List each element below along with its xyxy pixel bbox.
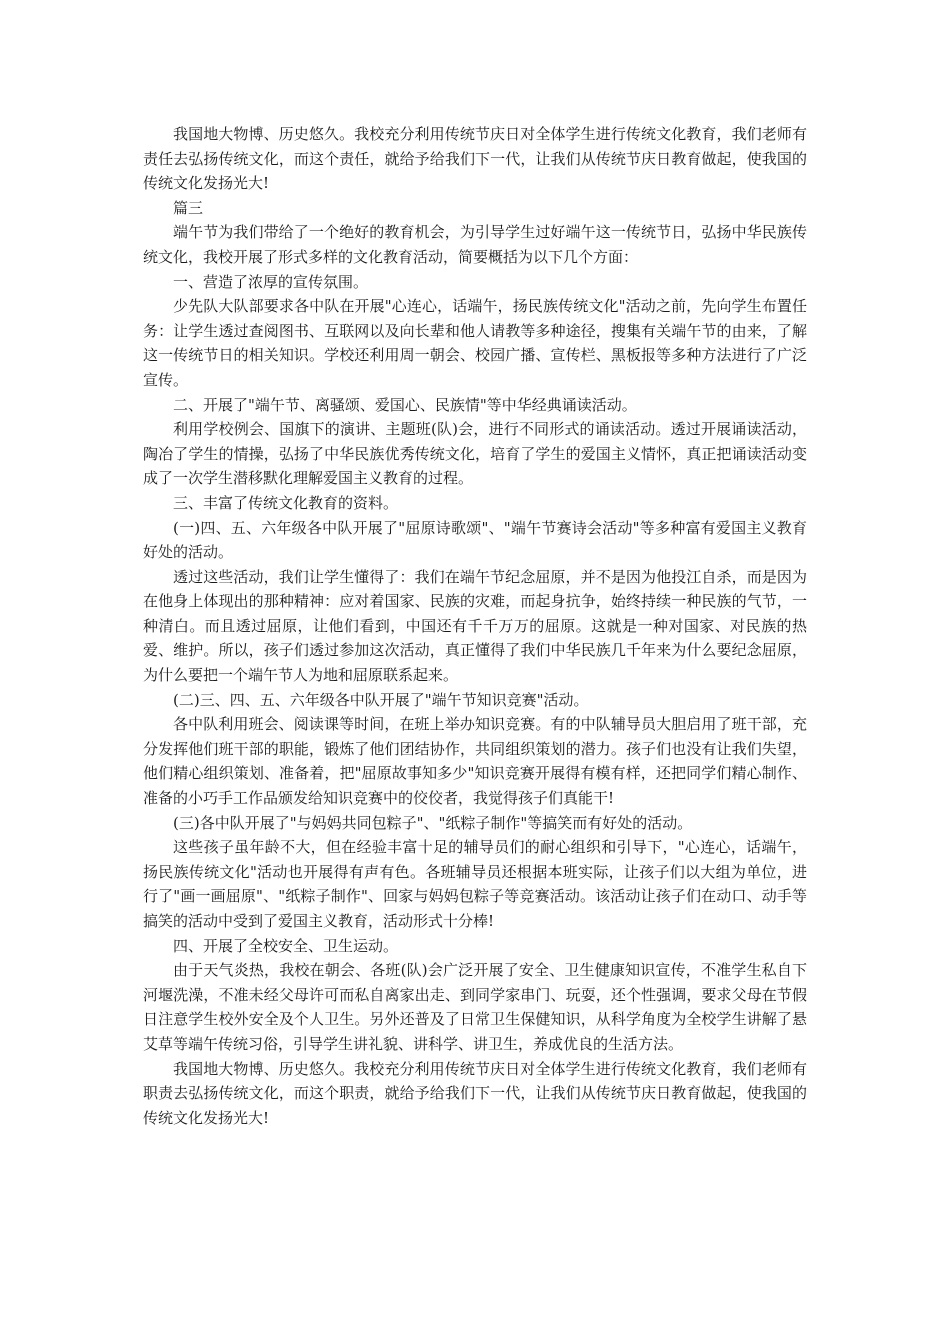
paragraph-conclusion: 我国地大物博、历史悠久。我校充分利用传统节庆日对全体学生进行传统文化教育，我们老师有职责去弘扬传统文化，而这个职责，就给予给我们下一代，让我们从传统节庆日教育做起，使我国的传统文化发扬光大! [143, 1059, 807, 1127]
paragraph-quyuan-spirit: 透过这些活动，我们让学生懂得了：我们在端午节纪念屈原，并不是因为他投江自杀，而是因为在他身上体现出的那种精神：应对着国家、民族的灾难，而起身抗争，始终持续一种民族的气节，一种清白。而且透过屈原，让他们看到，中国还有千千万万的屈原。这就是一种对国家、对民族的热爱、维护。所以，孩子们透过参加这次活动，真正懂得了我们中华民族几千年来为什么要纪念屈原，为什么要把一个端午节人为地和屈原联系起来。 [143, 567, 807, 685]
heading-four: 四、开展了全校安全、卫生运动。 [173, 936, 399, 955]
heading-two: 二、开展了"端午节、离骚颂、爱国心、民族情"等中华经典诵读活动。 [173, 395, 637, 414]
paragraph-knowledge-contest: 各中队利用班会、阅读课等时间，在班上举办知识竞赛。有的中队辅导员大胆启用了班干部，充分发挥他们班干部的职能，锻炼了他们团结协作，共同组织策划的潜力。孩子们也没有让我们失望，他们精心组织策划、准备着，把"屈原故事知多少"知识竞赛开展得有模有样，还把同学们精心制作、准备的小巧手工作品颁发给知识竞赛中的佼佼者，我觉得孩子们真能干! [143, 715, 807, 808]
sub-item-one: (一)四、五、六年级各中队开展了"屈原诗歌颂"、"端午节赛诗会活动"等多种富有爱国主义教育好处的活动。 [143, 518, 807, 562]
paragraph-opening: 端午节为我们带给了一个绝好的教育机会，为引导学生过好端午这一传统节日，弘扬中华民族传统文化，我校开展了形式多样的文化教育活动，简要概括为以下几个方面： [143, 223, 807, 266]
paragraph-zongzi-activity: 这些孩子虽年龄不大，但在经验丰富十足的辅导员们的耐心组织和引导下，"心连心，话端午，扬民族传统文化"活动也开展得有声有色。各班辅导员还根据本班实际，让孩子们以大组为单位，进行了"画一画屈原"、"纸粽子制作"、回家与妈妈包粽子等竞赛活动。该活动让孩子们在动口、动手等搞笑的活动中受到了爱国主义教育，活动形式十分棒! [143, 838, 807, 930]
paragraph-intro: 我国地大物博、历史悠久。我校充分利用传统节庆日对全体学生进行传统文化教育，我们老师有责任去弘扬传统文化，而这个责任，就给予给我们下一代，让我们从传统节庆日教育做起，使我国的传统文化发扬光大! [143, 125, 807, 193]
document-page [143, 122, 807, 1130]
paragraph-publicity: 少先队大队部要求各中队在开展"心连心，话端午，扬民族传统文化"活动之前，先向学生布置任务：让学生透过查阅图书、互联网以及向长辈和他人请教等多种途径，搜集有关端午节的由来，了解这一传统节日的相关知识。学校还利用周一朝会、校园广播、宣传栏、黑板报等多种方法进行了广泛宣传。 [143, 297, 807, 389]
sub-item-three: (三)各中队开展了"与妈妈共同包粽子"、"纸粽子制作"等搞笑而有好处的活动。 [173, 813, 693, 832]
heading-three: 三、丰富了传统文化教育的资料。 [173, 493, 399, 512]
paragraph-recitation: 利用学校例会、国旗下的演讲、主题班(队)会，进行不同形式的诵读活动。透过开展诵读活动，陶冶了学生的情操，弘扬了中华民族优秀传统文化，培育了学生的爱国主义情怀，真正把诵读活动变成了一次学生潜移默化理解爱国主义教育的过程。 [143, 420, 807, 488]
section-title-pian-san: 篇三 [173, 198, 204, 217]
paragraph-safety-hygiene: 由于天气炎热，我校在朝会、各班(队)会广泛开展了安全、卫生健康知识宣传，不准学生私自下河堰洗澡，不准未经父母许可而私自离家出走、到同学家串门、玩耍，还个性强调，要求父母在节假日注意学生校外安全及个人卫生。另外还普及了日常卫生保健知识，从科学角度为全校学生讲解了悬艾草等端午传统习俗，引导学生讲礼貌、讲科学、讲卫生，养成优良的生活方法。 [143, 961, 807, 1053]
sub-item-two: (二)三、四、五、六年级各中队开展了"端午节知识竞赛"活动。 [173, 690, 589, 709]
heading-one: 一、营造了浓厚的宣传氛围。 [173, 272, 369, 291]
